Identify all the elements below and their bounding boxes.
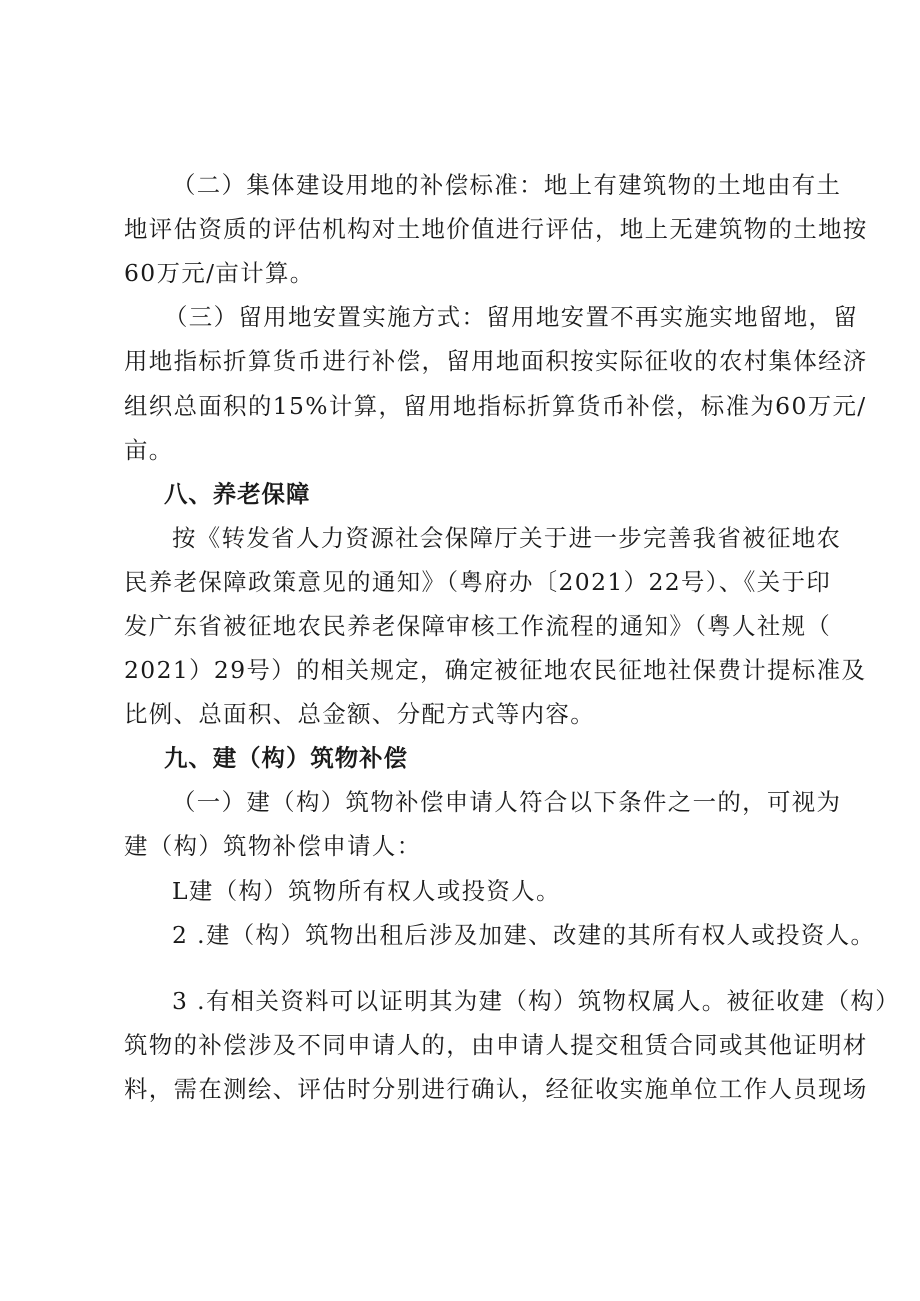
paragraph-line: 料，需在测绘、评估时分别进行确认，经征收实施单位工作人员现场: [124, 1075, 868, 1103]
paragraph-line: 地评估资质的评估机构对土地价值进行评估，地上无建筑物的土地按: [124, 215, 868, 243]
paragraph-line: 2021）29号）的相关规定，确定被征地农民征地社保费计提标准及: [124, 656, 867, 684]
paragraph-line: 发广东省被征地农民养老保障审核工作流程的通知》（粤人社规（: [124, 612, 832, 640]
paragraph-line: （二）集体建设用地的补偿标准：地上有建筑物的土地由有土: [172, 171, 842, 199]
section-heading-pension: 八、养老保障: [164, 480, 311, 508]
paragraph-line: 建（构）筑物补偿申请人：: [124, 832, 422, 860]
paragraph-line: 用地指标折算货币进行补偿，留用地面积按实际征收的农村集体经济: [124, 347, 868, 375]
paragraph-line: 比例、总面积、总金额、分配方式等内容。: [124, 700, 596, 728]
list-item: 2 .建（构）筑物出租后涉及加建、改建的其所有权人或投资人。: [172, 921, 876, 949]
section-heading-building: 九、建（构）筑物补偿: [164, 744, 408, 772]
paragraph-line: （三）留用地安置实施方式：留用地安置不再实施实地留地，留: [164, 303, 859, 331]
paragraph-line: 60万元/亩计算。: [124, 259, 315, 287]
paragraph-line: 筑物的补偿涉及不同申请人的，由申请人提交租赁合同或其他证明材: [124, 1031, 868, 1059]
paragraph-line: 按《转发省人力资源社会保障厅关于进一步完善我省被征地农: [172, 524, 842, 552]
paragraph-line: 亩。: [124, 436, 174, 464]
paragraph-line: 组织总面积的15%计算，留用地指标折算货币补偿，标准为60万元/: [124, 392, 867, 420]
list-item: 3 .有相关资料可以证明其为建（构）筑物权属人。被征收建（构）: [172, 987, 901, 1015]
paragraph-line: （一）建（构）筑物补偿申请人符合以下条件之一的，可视为: [172, 788, 842, 816]
paragraph-line: 民养老保障政策意见的通知》（粤府办〔2021）22号）、《关于印: [124, 568, 832, 596]
list-item: L建（构）筑物所有权人或投资人。: [172, 877, 561, 905]
